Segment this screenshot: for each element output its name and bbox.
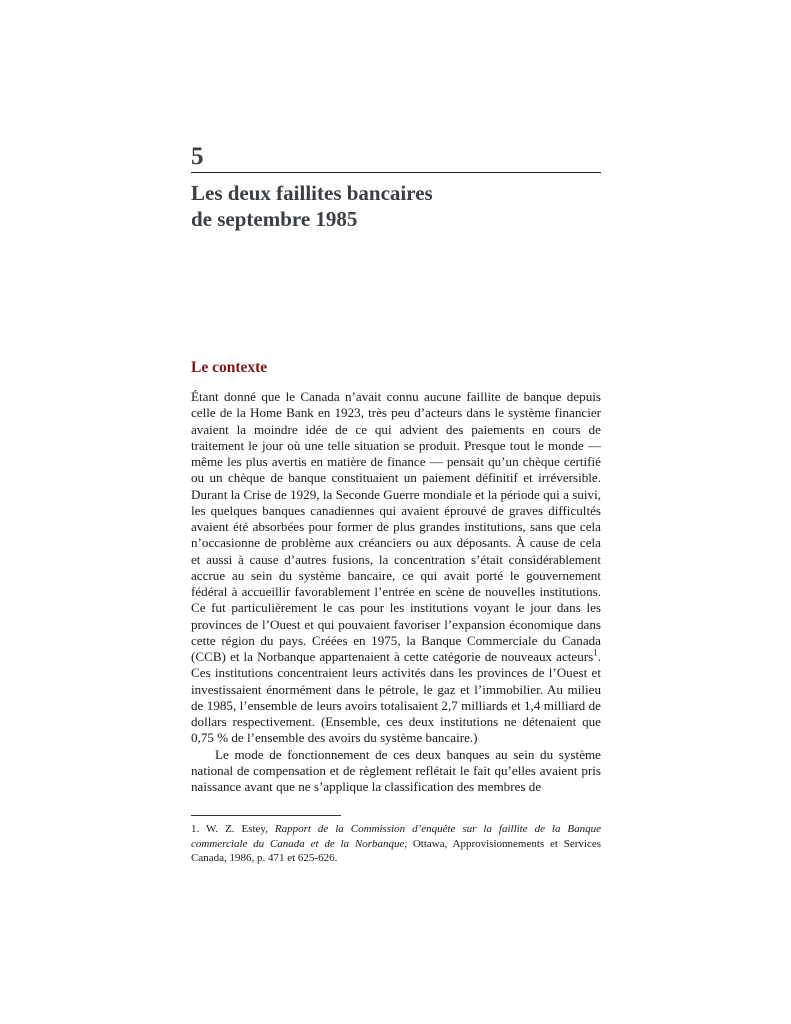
section-heading: Le contexte: [191, 359, 268, 376]
footnote-prefix: 1. W. Z. Estey,: [191, 823, 275, 835]
footnote-title: Rapport de la Commission d’enquête sur la faillite de la Banque commerciale du Canada et de la Norbanque: [191, 823, 601, 850]
paragraph-1-part-a: Étant donné que le Canada n’avait connu aucune faillite de banque depuis celle de la Home Bank en 1923, très peu d’acteurs dans le système financier avaient la moindre idée de ce qui advient des paiements en cours de traitement le jour où une telle situation se produit. Presque tout le monde — même les plus avertis en matière de finance — pensait qu’un chèque certifié ou un chèque de banque constituaient un paiement définitif et irréversible. Durant la Crise de 1929, la Seconde Guerre mondiale et la période qui a suivi, les quelques banques canadiennes qui avaient éprouvé de graves difficultés avaient été absorbées pour former de plus grandes institutions, sans que cela n’occasionne de problème aux créanciers ou aux déposants. À cause de cela et aussi à cause d’autres fusions, la concentration s’était considérablement accrue au sein du système bancaire, ce qui avait porté le gouvernement fédéral à accueillir favorablement l’entrée en scène de nouvelles institutions. Ce fut particulièrement le cas pour les institutions voyant le jour dans les provinces de l’Ouest et qui pouvaient favoriser l’expansion économique dans cette région du pays. Créées en 1975, la Banque Commerciale du Canada (CCB) et la Norbanque appartenaient à cette catégorie de nouveaux acteurs: [191, 389, 601, 664]
chapter-title-line2: de septembre 1985: [191, 207, 358, 231]
footnote-rest: , Ottawa, Approvisionnements et Services Canada, 1986, p. 471 et 625-626.: [191, 837, 601, 864]
chapter-number: 5: [191, 143, 204, 170]
footnote: [191, 822, 601, 866]
chapter-title: [191, 180, 601, 232]
paragraph-1-part-b: . Ces institutions concentraient leurs activités dans les provinces de l’Ouest et investissaient énormément dans le pétrole, le gaz et l’immobilier. Au milieu de 1985, l’ensemble de leurs avoirs totalisaient 2,7 milliards et 1,4 milliard de dollars respectivement. (Ensemble, ces deux institutions ne détenaient que 0,75 % de l’ensemble des avoirs du système bancaire.): [191, 649, 601, 746]
footnote-marker[interactable]: 1: [593, 647, 598, 658]
chapter-rule: [191, 172, 601, 173]
paragraph-2: Le mode de fonctionnement de ces deux banques au sein du système national de compensation et de règlement reflétait le fait qu’elles avaient pris naissance avant que ne s’applique la classification des membres de: [191, 746, 601, 794]
chapter-title-line1: Les deux faillites bancaires: [191, 181, 433, 205]
body-text: [191, 389, 601, 795]
paragraph-1: [191, 389, 601, 747]
footnote-rule: [191, 815, 341, 816]
